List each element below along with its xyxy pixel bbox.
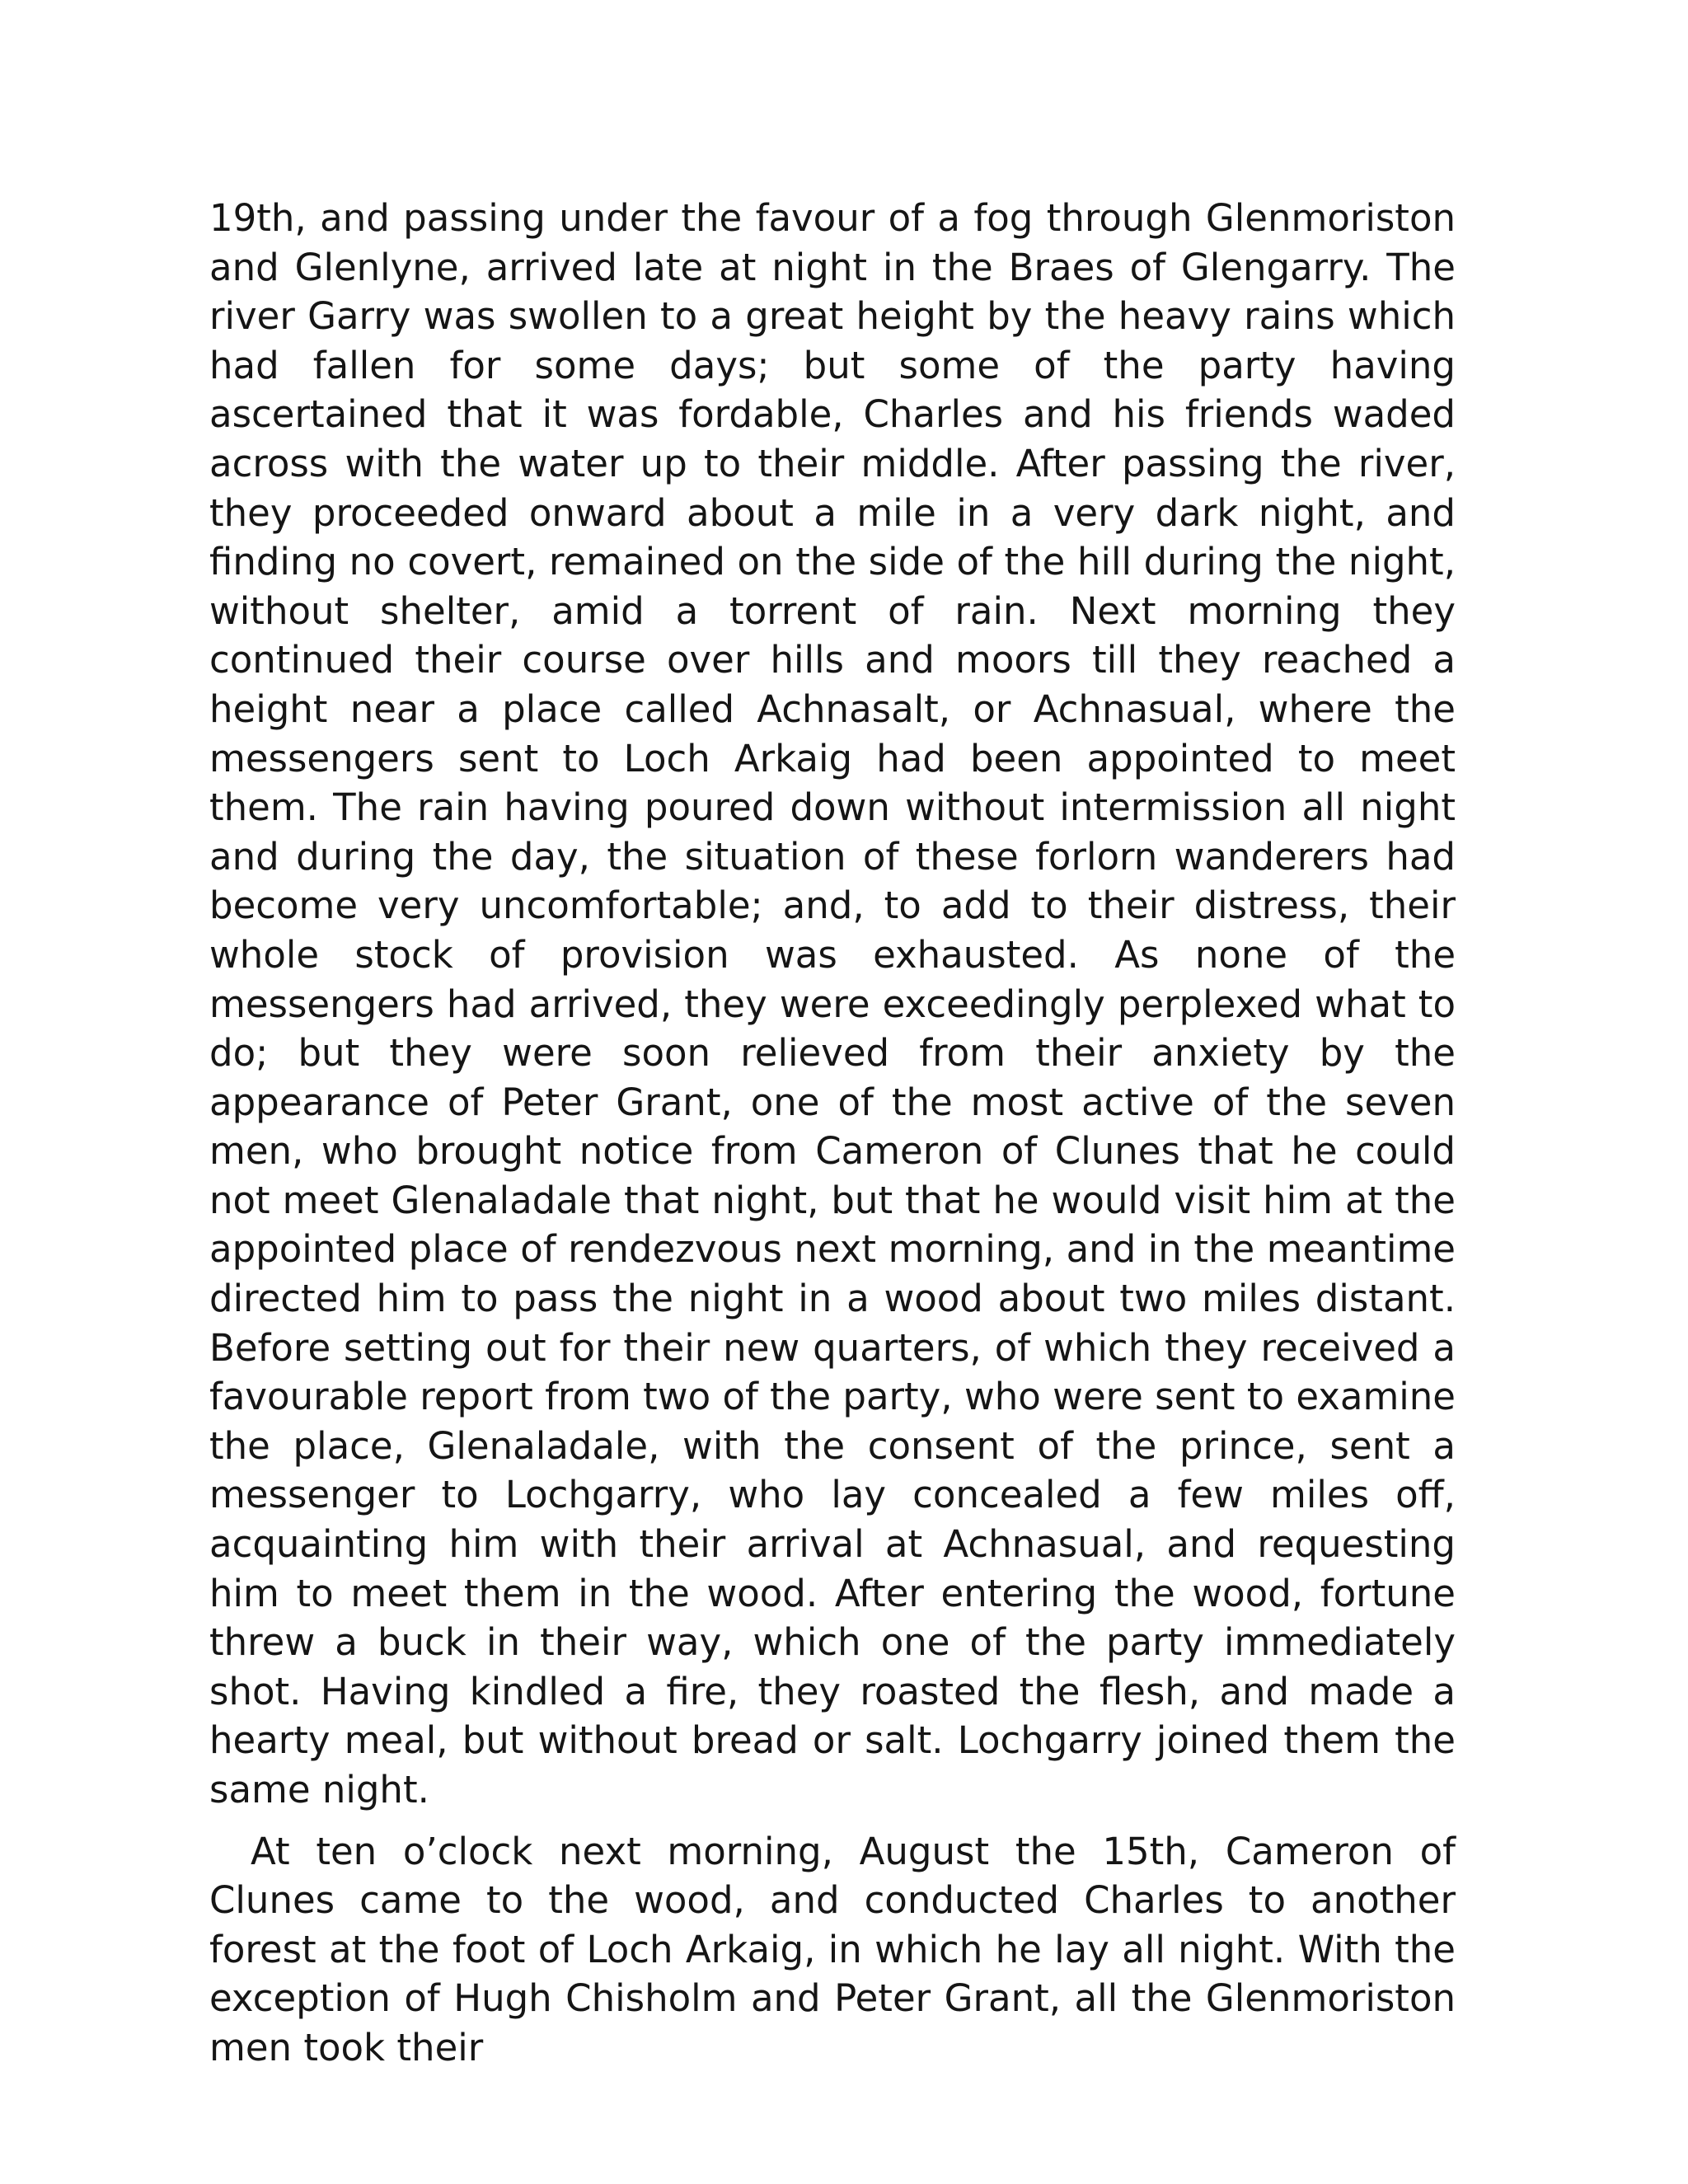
- body-text: [209, 194, 1456, 2073]
- paragraph-1: 19th, and passing under the favour of a fog through Glenmoriston and Glenlyne, arrived late at night in the Braes of Glengarry. The river Garry was swollen to a great height by the heavy rains which had fallen for some days; but some of the party having ascertained that it was fordable, Charles and his friends waded across with the water up to their middle. After passing the river, they proceeded onward about a mile in a very dark night, and finding no covert, remained on the side of the hill during the night, without shelter, amid a torrent of rain. Next morning they continued their course over hills and moors till they reached a height near a place called Achnasalt, or Achnasual, where the messengers sent to Loch Arkaig had been appointed to meet them. The rain having poured down without intermission all night and during the day, the situation of these forlorn wanderers had become very uncomfortable; and, to add to their distress, their whole stock of provision was exhausted. As none of the messengers had arrived, they were exceedingly perplexed what to do; but they were soon relieved from their anxiety by the appearance of Peter Grant, one of the most active of the seven men, who brought notice from Cameron of Clunes that he could not meet Glenaladale that night, but that he would visit him at the appointed place of rendezvous next morning, and in the meantime directed him to pass the night in a wood about two miles distant. Before setting out for their new quarters, of which they received a favourable report from two of the party, who were sent to examine the place, Glenaladale, with the consent of the prince, sent a messenger to Lochgarry, who lay concealed a few miles off, acquainting him with their arrival at Achnasual, and requesting him to meet them in the wood. After entering the wood, fortune threw a buck in their way, which one of the party immediately shot. Having kindled a fire, they roasted the flesh, and made a hearty meal, but without bread or salt. Lochgarry joined them the same night.: [209, 196, 1456, 1811]
- paragraph-2: At ten o’clock next morning, August the 15th, Cameron of Clunes came to the wood, and conducted Charles to another forest at the foot of Loch Arkaig, in which he lay all night. With the exception of Hugh Chisholm and Peter Grant, all the Glenmoriston men took their: [209, 1829, 1456, 2069]
